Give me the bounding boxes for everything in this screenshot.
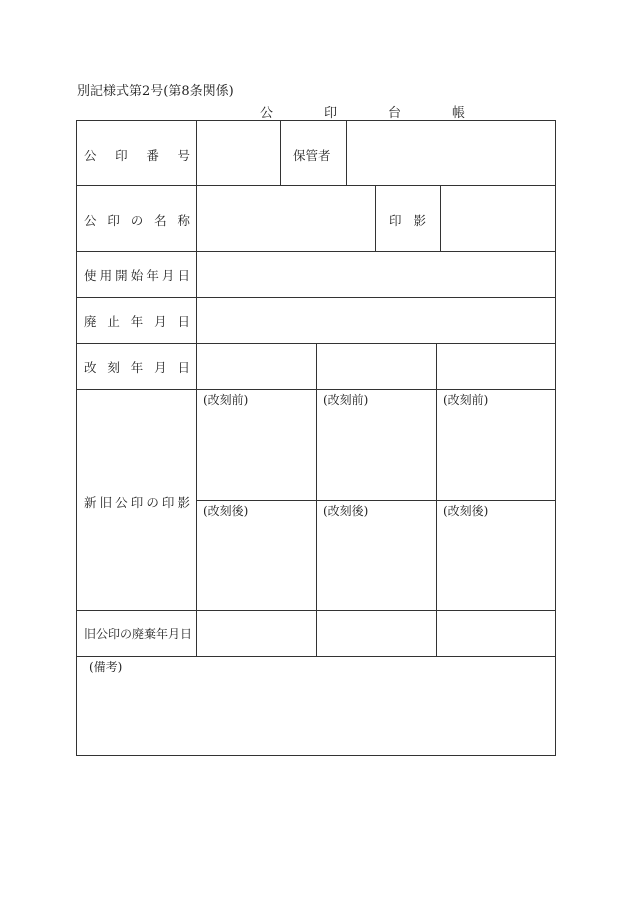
impression-after-field-1[interactable] [197,518,315,609]
seal-name-field[interactable] [197,186,374,250]
column-divider [316,343,317,656]
impression-before-field-2[interactable] [317,407,435,499]
impression-after-field-2[interactable] [317,518,435,609]
column-divider [375,185,376,251]
form-reference: 別記様式第2号(第8条関係) [77,84,234,99]
remarks-label: (備考) [89,660,123,674]
new-old-impression-label: 新 旧 公 印 の 印 影 [84,495,190,510]
seal-impression-field[interactable] [441,186,554,250]
seal-number-label: 公 印 番 号 [84,148,190,163]
row-divider [196,500,555,501]
recarving-date-field-2[interactable] [317,344,435,388]
after-recarving-label-3: (改刻後) [443,504,489,518]
before-recarving-label-3: (改刻前) [443,393,489,407]
after-recarving-label-1: (改刻後) [203,504,249,518]
disposal-date-field-3[interactable] [437,611,554,655]
disposal-date-field-1[interactable] [197,611,315,655]
impression-before-field-3[interactable] [437,407,554,499]
disposal-date-field-2[interactable] [317,611,435,655]
seal-ledger-table [76,120,556,756]
column-divider [436,343,437,656]
recarving-date-label: 改 刻 年 月 日 [84,360,190,375]
abolition-date-field[interactable] [197,298,554,342]
row-divider [77,656,555,657]
impression-before-field-1[interactable] [197,407,315,499]
after-recarving-label-2: (改刻後) [323,504,369,518]
start-date-label: 使 用 開 始 年 月 日 [84,268,190,283]
before-recarving-label-2: (改刻前) [323,393,369,407]
custodian-field[interactable] [347,122,554,184]
before-recarving-label-1: (改刻前) [203,393,249,407]
ledger-title: 公 印 台 帳 [260,106,485,121]
custodian-label: 保管者 [293,148,331,163]
seal-impression-label: 印 影 [389,213,427,228]
seal-name-label: 公 印 の 名 称 [84,213,190,228]
recarving-date-field-1[interactable] [197,344,315,388]
start-date-field[interactable] [197,252,554,296]
column-divider [280,121,281,185]
old-seal-disposal-date-label: 旧公印の廃棄年月日 [84,627,193,641]
remarks-field[interactable] [78,675,554,754]
recarving-date-field-3[interactable] [437,344,554,388]
impression-after-field-3[interactable] [437,518,554,609]
seal-number-field[interactable] [197,122,279,184]
abolition-date-label: 廃 止 年 月 日 [84,314,190,329]
